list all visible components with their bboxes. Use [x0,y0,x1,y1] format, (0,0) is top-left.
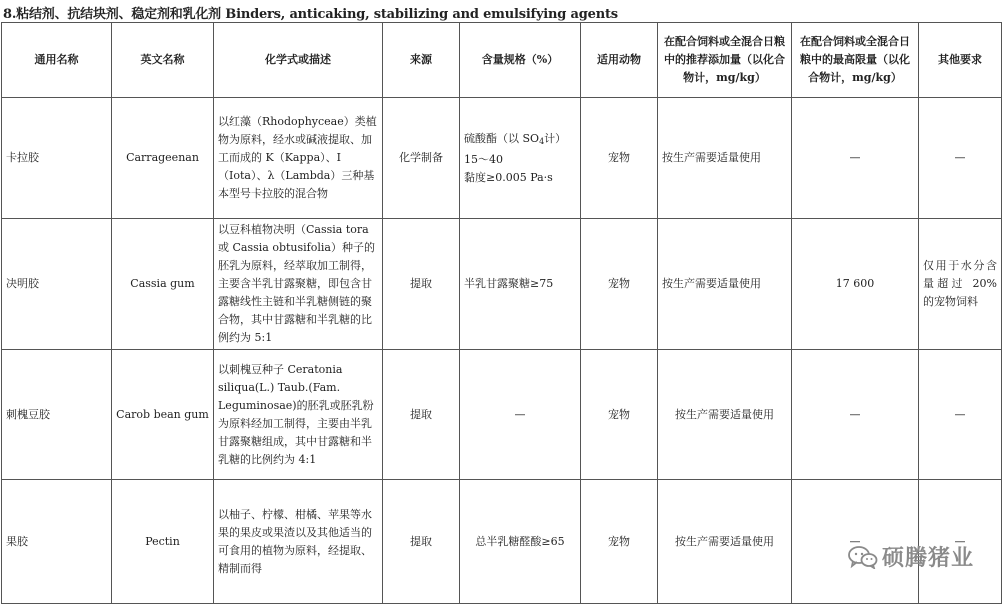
cell-animals: 宠物 [581,219,658,350]
cell-english-name: Carob bean gum [112,350,214,480]
header-maximum: 在配合饲料或全混合日粮中的最高限量（以化合物计，mg/kg） [792,23,919,98]
cell-common-name: 卡拉胶 [2,98,112,219]
section-title: 8.粘结剂、抗结块剂、稳定剂和乳化剂 Binders, anticaking, stabilizing and emulsifying agents [3,7,618,22]
header-english-name: 英文名称 [112,23,214,98]
cell-source: 提取 [383,219,460,350]
additives-table [1,22,1002,604]
cell-maximum: — [792,98,919,219]
cell-source: 提取 [383,350,460,480]
cell-recommended: 按生产需要适量使用 [658,350,792,480]
cell-english-name: Carrageenan [112,98,214,219]
watermark [848,541,974,572]
cell-common-name: 决明胶 [2,219,112,350]
cell-source: 化学制备 [383,98,460,219]
cell-content-spec [460,98,581,219]
cell-description: 以红藻（Rhodophyceae）类植物为原料，经水或碱液提取、加工而成的 K（Kappa）、I（Iota）、λ（Lambda）三种基本型号卡拉胶的混合物 [214,98,383,219]
cell-english-name: Pectin [112,480,214,604]
header-content-spec: 含量规格（%） [460,23,581,98]
table-row [2,98,1002,219]
cell-animals: 宠物 [581,350,658,480]
table-row [2,350,1002,480]
header-recommended: 在配合饲料或全混合日粮中的推荐添加量（以化合物计，mg/kg） [658,23,792,98]
cell-description: 以豆科植物决明（Cassia tora 或 Cassia obtusifolia）种子的胚乳为原料，经萃取加工制得，主要含半乳甘露聚糖，即包含甘露糖线性主链和半乳糖侧链的聚合物，其中甘露糖和半乳糖的比例约为 5:1 [214,219,383,350]
cell-animals: 宠物 [581,98,658,219]
header-formula: 化学式或描述 [214,23,383,98]
cell-content-spec: 半乳甘露聚糖≥75 [460,219,581,350]
content-line-3: 黏度≥0.005 Pa·s [464,170,553,184]
cell-content-spec: — [460,350,581,480]
cell-maximum: — [792,480,919,604]
header-row [2,23,1002,98]
cell-other: — [919,350,1002,480]
header-source: 来源 [383,23,460,98]
cell-recommended: 按生产需要适量使用 [658,480,792,604]
content-line-2: 15～40 [464,152,503,166]
cell-recommended: 按生产需要适量使用 [658,219,792,350]
cell-other: 仅用于水分含量超过 20% 的宠物饲料 [919,219,1002,350]
cell-description: 以刺槐豆种子 Ceratonia siliqua(L.) Taub.(Fam. Leguminosae)的胚乳或胚乳粉为原料经加工制得，主要由半乳甘露聚糖组成，其中甘露糖和半乳糖的比例约为 4:1 [214,350,383,480]
wechat-icon [848,545,878,569]
cell-animals: 宠物 [581,480,658,604]
cell-other: — [919,480,1002,604]
cell-maximum: 17 600 [792,219,919,350]
cell-content-spec: 总半乳糖醛酸≥65 [460,480,581,604]
cell-source: 提取 [383,480,460,604]
cell-maximum: — [792,350,919,480]
header-common-name: 通用名称 [2,23,112,98]
cell-other: — [919,98,1002,219]
cell-recommended: 按生产需要适量使用 [658,98,792,219]
cell-english-name: Cassia gum [112,219,214,350]
watermark-text: 硕腾猪业 [881,546,974,571]
header-animals: 适用动物 [581,23,658,98]
cell-common-name: 刺槐豆胶 [2,350,112,480]
cell-description: 以柚子、柠檬、柑橘、苹果等水果的果皮或果渣以及其他适当的可食用的植物为原料，经提取、精制而得 [214,480,383,604]
table-row [2,219,1002,350]
cell-common-name: 果胶 [2,480,112,604]
content-line-1: 硫酸酯（以 $SO_4$计） [464,131,567,146]
header-other: 其他要求 [919,23,1002,98]
